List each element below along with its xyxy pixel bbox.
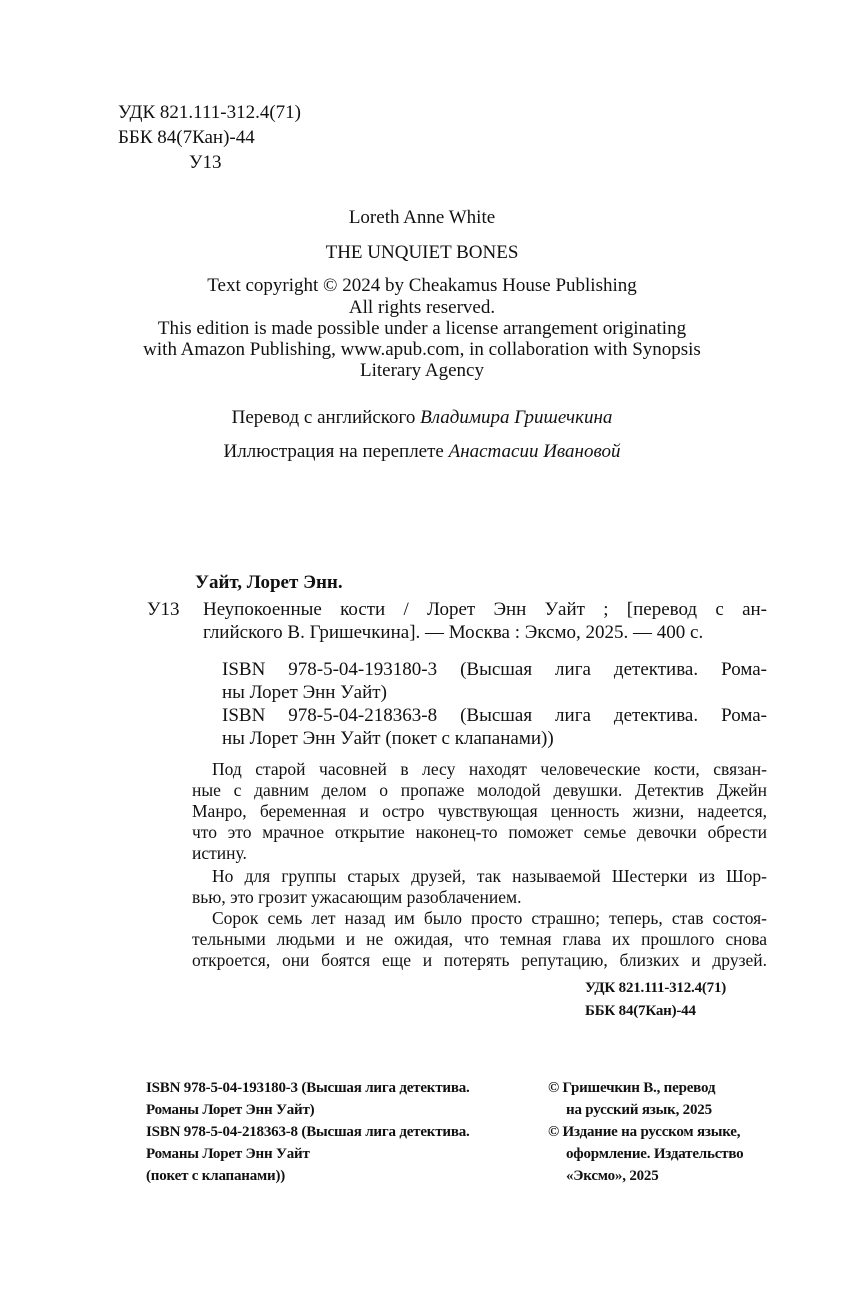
illustrator-name: Анастасии Ивановой <box>448 441 621 462</box>
footer-copyright-line: © Гришечкин В., перевод <box>548 1080 716 1096</box>
annotation-bbk: ББК 84(7Кан)-44 <box>585 1003 696 1019</box>
footer-isbn-line: (покет с клапанами)) <box>146 1168 286 1184</box>
annotation-line: что это мрачное открытие наконец-то поможет семье девочки обрести <box>192 822 767 842</box>
catalog-description-line: Неупокоенные кости / Лорет Энн Уайт ; [перевод с ан- <box>203 599 767 620</box>
copyright-line: This edition is made possible under a license arrangement originating <box>157 318 687 339</box>
annotation-udk: УДК 821.111-312.4(71) <box>585 980 727 996</box>
translator-name: Владимира Гришечкина <box>420 407 613 428</box>
catalog-isbn-line: ISBN 978-5-04-193180-3 (Высшая лига детектива. Рома- <box>222 659 767 680</box>
annotation-line: откроется, они боятся еще и потерять репутацию, близких и друзей. <box>192 950 767 970</box>
author-sign: У13 <box>189 152 222 173</box>
footer-copyright-line: оформление. Издательство <box>566 1146 744 1162</box>
illustration-prefix: Иллюстрация на переплете <box>223 441 449 462</box>
catalog-isbn-line: ISBN 978-5-04-218363-8 (Высшая лига детектива. Рома- <box>222 705 767 726</box>
catalog-isbn-line: ны Лорет Энн Уайт) <box>222 682 387 703</box>
copyright-line: with Amazon Publishing, www.apub.com, in collaboration with Synopsis <box>143 339 701 360</box>
footer-isbn-line: Романы Лорет Энн Уайт) <box>146 1102 315 1118</box>
footer-isbn-line: ISBN 978-5-04-193180-3 (Высшая лига детектива. <box>146 1080 470 1096</box>
annotation-line: Сорок семь лет назад им было просто страшно; теперь, став состоя- <box>212 908 767 928</box>
copyright-line: All rights reserved. <box>348 297 496 318</box>
annotation-line: ные с давним делом о пропаже молодой девушки. Детектив Джейн <box>192 780 767 800</box>
annotation-line: Но для группы старых друзей, так называемой Шестерки из Шор- <box>212 866 767 886</box>
translation-credit <box>0 406 844 430</box>
catalog-description-line: глийского В. Гришечкина]. — Москва : Эксмо, 2025. — 400 с. <box>203 622 704 643</box>
catalog-sign: У13 <box>147 599 180 620</box>
original-author: Loreth Anne White <box>348 207 496 228</box>
copyright-line: Text copyright © 2024 by Cheakamus House Publishing <box>207 275 637 296</box>
bbk-code: ББК 84(7Кан)-44 <box>118 127 255 148</box>
catalog-isbn-line: ны Лорет Энн Уайт (покет с клапанами)) <box>222 728 554 749</box>
udk-code: УДК 821.111-312.4(71) <box>118 102 301 123</box>
annotation-line: вью, это грозит ужасающим разоблачением. <box>192 887 522 907</box>
annotation-line: Под старой часовней в лесу находят человеческие кости, связан- <box>212 759 767 779</box>
footer-isbn-line: Романы Лорет Энн Уайт <box>146 1146 310 1162</box>
translation-prefix: Перевод с английского <box>231 407 421 428</box>
catalog-heading: Уайт, Лорет Энн. <box>195 572 343 593</box>
illustration-credit <box>0 440 844 464</box>
footer-copyright-line: на русский язык, 2025 <box>566 1102 712 1118</box>
annotation-line: истину. <box>192 843 247 863</box>
copyright-line: Literary Agency <box>360 360 484 381</box>
annotation-line: Манро, беременная и остро чувствующая ценность жизни, надеется, <box>192 801 767 821</box>
original-title: THE UNQUIET BONES <box>325 242 519 263</box>
annotation-line: тельными людьми и не ожидая, что темная глава их прошлого снова <box>192 929 767 949</box>
footer-copyright-line: © Издание на русском языке, <box>548 1124 741 1140</box>
footer-copyright-line: «Эксмо», 2025 <box>566 1168 659 1184</box>
footer-isbn-line: ISBN 978-5-04-218363-8 (Высшая лига детектива. <box>146 1124 470 1140</box>
